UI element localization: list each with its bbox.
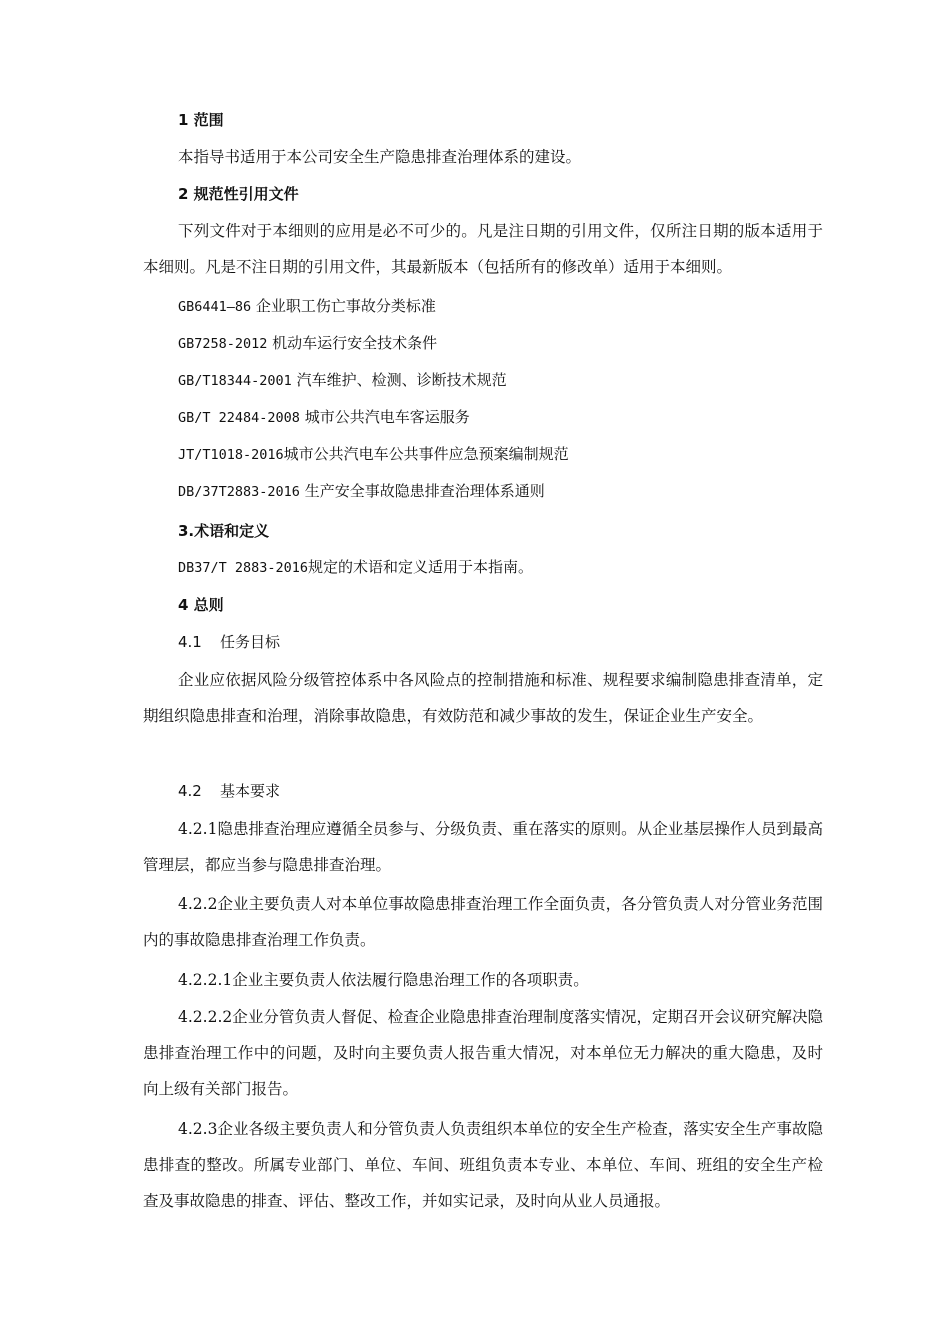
section-1-text: 本指导书适用于本公司安全生产隐患排查治理体系的建设。 bbox=[178, 148, 582, 166]
reference-title: 企业职工伤亡事故分类标准 bbox=[251, 297, 436, 315]
section-2-heading: 2 规范性引用文件 bbox=[178, 185, 299, 203]
subsection-4-1-heading bbox=[178, 632, 280, 652]
reference-title: 城市公共汽电车客运服务 bbox=[299, 408, 470, 426]
clause-4-2-2-1 bbox=[143, 962, 823, 998]
reference-item bbox=[178, 481, 545, 502]
reference-item bbox=[178, 370, 507, 391]
section-4-heading: 4 总则 bbox=[178, 596, 224, 614]
reference-code: DB/37T2883-2016 bbox=[178, 484, 300, 500]
reference-title: 城市公共汽电车公共事件应急预案编制规范 bbox=[283, 445, 569, 463]
clause-4-2-2-2 bbox=[143, 999, 823, 1107]
reference-code: GB6441—86 bbox=[178, 299, 252, 315]
subsection-4-1-text: 企业应依据风险分级管控体系中各风险点的控制措施和标准、规程要求编制隐患排查清单，定期组织隐患排查和治理，消除事故隐患，有效防范和减少事故的发生，保证企业生产安全。 bbox=[143, 671, 823, 725]
clause-text: 企业分管负责人督促、检查企业隐患排查治理制度落实情况，定期召开会议研究解决隐患排查治理工作中的问题，及时向主要负责人报告重大情况，对本单位无力解决的重大隐患，及时向上级有关部门报告。 bbox=[143, 1008, 823, 1098]
reference-title: 生产安全事故隐患排查治理体系通则 bbox=[299, 482, 545, 500]
reference-item bbox=[178, 296, 436, 317]
reference-title: 汽车维护、检测、诊断技术规范 bbox=[291, 371, 507, 389]
reference-code: GB7258-2012 bbox=[178, 336, 268, 352]
subsection-number: 4.2 bbox=[178, 782, 202, 800]
section-1-heading: 1 范围 bbox=[178, 111, 224, 129]
section-3-code: DB37/T 2883-2016 bbox=[178, 560, 309, 576]
section-3-heading: 3.术语和定义 bbox=[178, 522, 270, 540]
clause-number: 4.2.2.1 bbox=[178, 971, 233, 989]
clause-text: 企业各级主要负责人和分管负责人负责组织本单位的安全生产检查，落实安全生产事故隐患排查的整改。所属专业部门、单位、车间、班组负责本专业、本单位、车间、班组的安全生产检查及事故隐患的排查、评估、整改工作，并如实记录，及时向从业人员通报。 bbox=[143, 1120, 823, 1210]
subsection-number: 4.1 bbox=[178, 633, 202, 651]
clause-4-2-3 bbox=[143, 1111, 823, 1219]
subsection-title: 基本要求 bbox=[220, 782, 281, 800]
clause-number: 4.2.3 bbox=[178, 1120, 218, 1138]
clause-number: 4.2.2 bbox=[178, 895, 218, 913]
section-3-text bbox=[178, 557, 533, 578]
reference-code: GB/T18344-2001 bbox=[178, 373, 292, 389]
clause-text: 企业主要负责人对本单位事故隐患排查治理工作全面负责，各分管负责人对分管业务范围内的事故隐患排查治理工作负责。 bbox=[143, 895, 823, 949]
reference-code: GB/T 22484-2008 bbox=[178, 410, 300, 426]
clause-text: 隐患排查治理应遵循全员参与、分级负责、重在落实的原则。从企业基层操作人员到最高管理层，都应当参与隐患排查治理。 bbox=[143, 820, 823, 874]
reference-title: 机动车运行安全技术条件 bbox=[267, 334, 438, 352]
reference-item bbox=[178, 407, 470, 428]
clause-text: 企业主要负责人依法履行隐患治理工作的各项职责。 bbox=[232, 971, 589, 989]
reference-code: JT/T1018-2016 bbox=[178, 447, 284, 463]
reference-item bbox=[178, 333, 437, 354]
clause-4-2-2 bbox=[143, 886, 823, 958]
section-2-text: 下列文件对于本细则的应用是必不可少的。凡是注日期的引用文件，仅所注日期的版本适用于本细则。凡是不注日期的引用文件，其最新版本（包括所有的修改单）适用于本细则。 bbox=[143, 222, 823, 276]
clause-4-2-1 bbox=[143, 811, 823, 883]
subsection-title: 任务目标 bbox=[220, 633, 281, 651]
section-3-body: 规定的术语和定义适用于本指南。 bbox=[308, 558, 534, 576]
clause-number: 4.2.1 bbox=[178, 820, 218, 838]
clause-number: 4.2.2.2 bbox=[178, 1008, 233, 1026]
reference-item bbox=[178, 444, 569, 465]
subsection-4-2-heading bbox=[178, 781, 280, 801]
